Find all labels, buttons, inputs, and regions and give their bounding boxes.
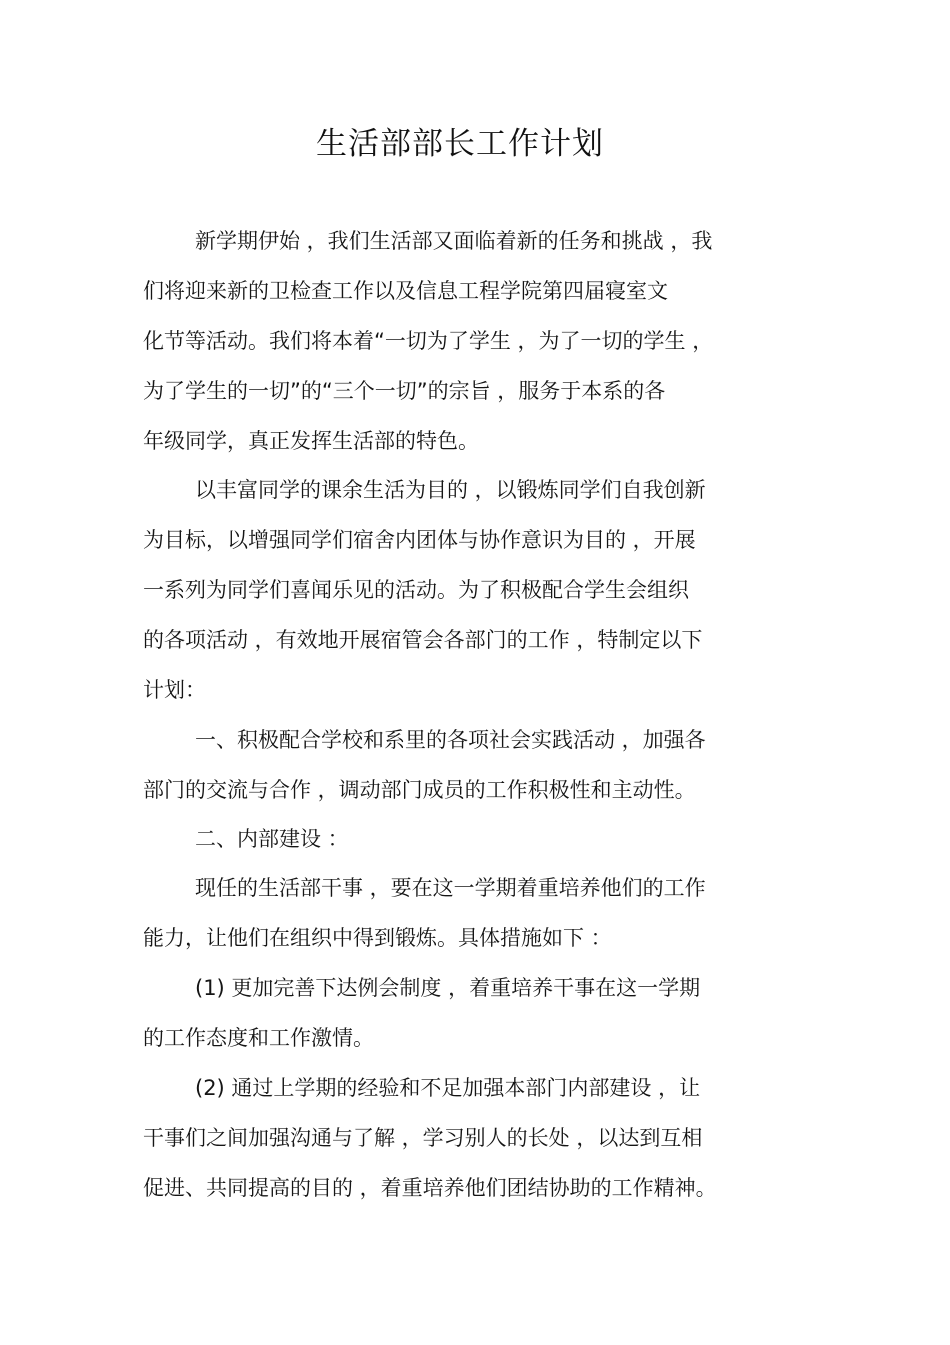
paragraph-2-line-1: 以丰富同学的课余生活为目的 ，以锻炼同学们自我创新 xyxy=(195,478,706,502)
paragraph-1-line-1: 新学期伊始 ，我们生活部又面临着新的任务和挑战 ，我 xyxy=(195,229,713,253)
item-1-line-2: 的工作态度和工作激情。 xyxy=(143,1026,374,1050)
item-2-line-3: 促进、共同提高的目的 ，着重培养他们团结协助的工作精神。 xyxy=(143,1176,717,1200)
paragraph-4-line-2: 能力，让他们在组织中得到锻炼。具体措施如下 ： xyxy=(143,926,612,950)
paragraph-1-line-3: 化节等活动。我们将本着“一切为了学生 ，为了一切的学生 ， xyxy=(143,329,714,353)
item-2-line-2: 干事们之间加强沟通与了解 ，学习别人的长处 ，以达到互相 xyxy=(143,1126,703,1150)
paragraph-1-line-5: 年级同学，真正发挥生活部的特色。 xyxy=(143,429,479,453)
item-2-line-1: (2) 通过上学期的经验和不足加强本部门内部建设 ，让 xyxy=(195,1076,701,1100)
paragraph-3-line-1: 一、积极配合学校和系里的各项社会实践活动 ，加强各 xyxy=(195,728,706,752)
paragraph-2-line-5: 计划： xyxy=(143,678,206,702)
paragraph-1-line-4: 为了学生的一切”的“三个一切”的宗旨 ，服务于本系的各 xyxy=(143,379,666,403)
paragraph-3-line-2: 部门的交流与合作 ，调动部门成员的工作积极性和主动性。 xyxy=(143,778,696,802)
section-heading-internal: 二、内部建设 ： xyxy=(195,827,349,851)
paragraph-1-line-2: 们将迎来新的卫检查工作以及信息工程学院第四届寝室文 xyxy=(143,279,668,303)
paragraph-2-line-4: 的各项活动 ，有效地开展宿管会各部门的工作 ，特制定以下 xyxy=(143,628,703,652)
document-title: 生活部部长工作计划 xyxy=(316,126,604,162)
item-1-line-1: (1) 更加完善下达例会制度 ，着重培养干事在这一学期 xyxy=(195,976,701,1000)
paragraph-2-line-2: 为目标，以增强同学们宿舍内团体与协作意识为目的 ，开展 xyxy=(143,528,696,552)
paragraph-4-line-1: 现任的生活部干事 ，要在这一学期着重培养他们的工作 xyxy=(195,876,706,900)
paragraph-2-line-3: 一系列为同学们喜闻乐见的活动。为了积极配合学生会组织 xyxy=(143,578,689,602)
